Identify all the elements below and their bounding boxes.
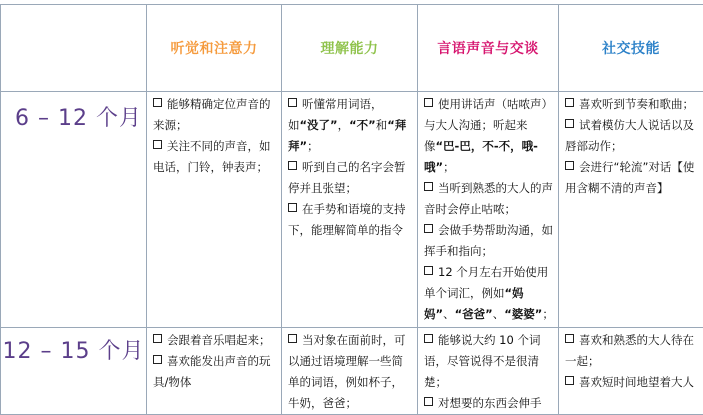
checkbox-icon: [565, 161, 574, 170]
list-item: 12 个月左右开始使用单个词汇，例如“妈妈”、“爸爸”、“婆婆”；: [424, 262, 554, 325]
checkbox-icon: [565, 119, 574, 128]
checkbox-icon: [424, 334, 433, 343]
checkbox-icon: [153, 355, 162, 364]
list-item: 当听到熟悉的大人的声音时会停止咕哝；: [424, 178, 554, 220]
checkbox-icon: [424, 224, 433, 233]
list-item: 喜欢能发出声音的玩具/物体: [153, 351, 277, 393]
table-row: [1, 92, 703, 328]
list-item: 能够说大约 10 个词语，尽管说得不是很清楚；: [424, 330, 554, 393]
checkbox-icon: [288, 98, 297, 107]
social-cell: [559, 328, 703, 415]
header-listening: 听觉和注意力: [147, 5, 282, 92]
list-item: 喜欢和熟悉的大人待在一起；: [565, 330, 699, 372]
understanding-cell: [282, 328, 418, 415]
header-understanding: 理解能力: [282, 5, 418, 92]
checkbox-icon: [424, 266, 433, 275]
header-age: [1, 5, 147, 92]
age-cell: [1, 328, 147, 415]
understanding-cell: [282, 92, 418, 328]
checkbox-icon: [565, 334, 574, 343]
header-social: 社交技能: [559, 5, 703, 92]
social-cell: [559, 92, 703, 328]
checkbox-icon: [424, 182, 433, 191]
listening-cell: [147, 92, 282, 328]
list-item: 在手势和语境的支持下，能理解简单的指令: [288, 199, 413, 241]
list-item: 当对象在面前时，可以通过语境理解一些简单的词语，例如杯子，牛奶，爸爸；: [288, 330, 413, 414]
checkbox-icon: [153, 334, 162, 343]
header-language: 言语声音与交谈: [418, 5, 559, 92]
list-item: 会跟着音乐唱起来；: [153, 330, 277, 351]
checkbox-icon: [153, 140, 162, 149]
list-item: 喜欢短时间地望着大人: [565, 372, 699, 393]
list-item: 听到自己的名字会暂停并且张望；: [288, 157, 413, 199]
checkbox-icon: [424, 397, 433, 406]
list-item: 使用讲话声（咕哝声）与大人沟通；听起来像“巴-巴，不-不，哦-哦”；: [424, 94, 554, 178]
checkbox-icon: [288, 203, 297, 212]
list-item: 听懂常用词语，如“没了”，“不”和“拜拜”；: [288, 94, 413, 157]
list-item: 试着模仿大人说话以及唇部动作；: [565, 115, 699, 157]
age-cell: [1, 92, 147, 328]
checkbox-icon: [288, 161, 297, 170]
list-item: 对想要的东西会伸手: [424, 393, 554, 414]
list-item: 会进行“轮流”对话【使用含糊不清的声音】: [565, 157, 699, 199]
checkbox-icon: [288, 334, 297, 343]
checkbox-icon: [153, 98, 162, 107]
header-row: [1, 5, 703, 92]
development-table: [0, 4, 703, 415]
age-label: 12 – 15 个月: [1, 328, 146, 368]
language-cell: [418, 328, 559, 415]
checkbox-icon: [424, 98, 433, 107]
listening-cell: [147, 328, 282, 415]
checkbox-icon: [565, 98, 574, 107]
table-row: [1, 328, 703, 415]
list-item: 能够精确定位声音的来源；: [153, 94, 277, 136]
list-item: 喜欢听到节奏和歌曲；: [565, 94, 699, 115]
list-item: 关注不同的声音，如电话，门铃，钟表声；: [153, 136, 277, 178]
checkbox-icon: [565, 376, 574, 385]
age-label: 6 – 12 个月: [1, 92, 146, 132]
language-cell: [418, 92, 559, 328]
list-item: 会做手势帮助沟通，如挥手和指向；: [424, 220, 554, 262]
